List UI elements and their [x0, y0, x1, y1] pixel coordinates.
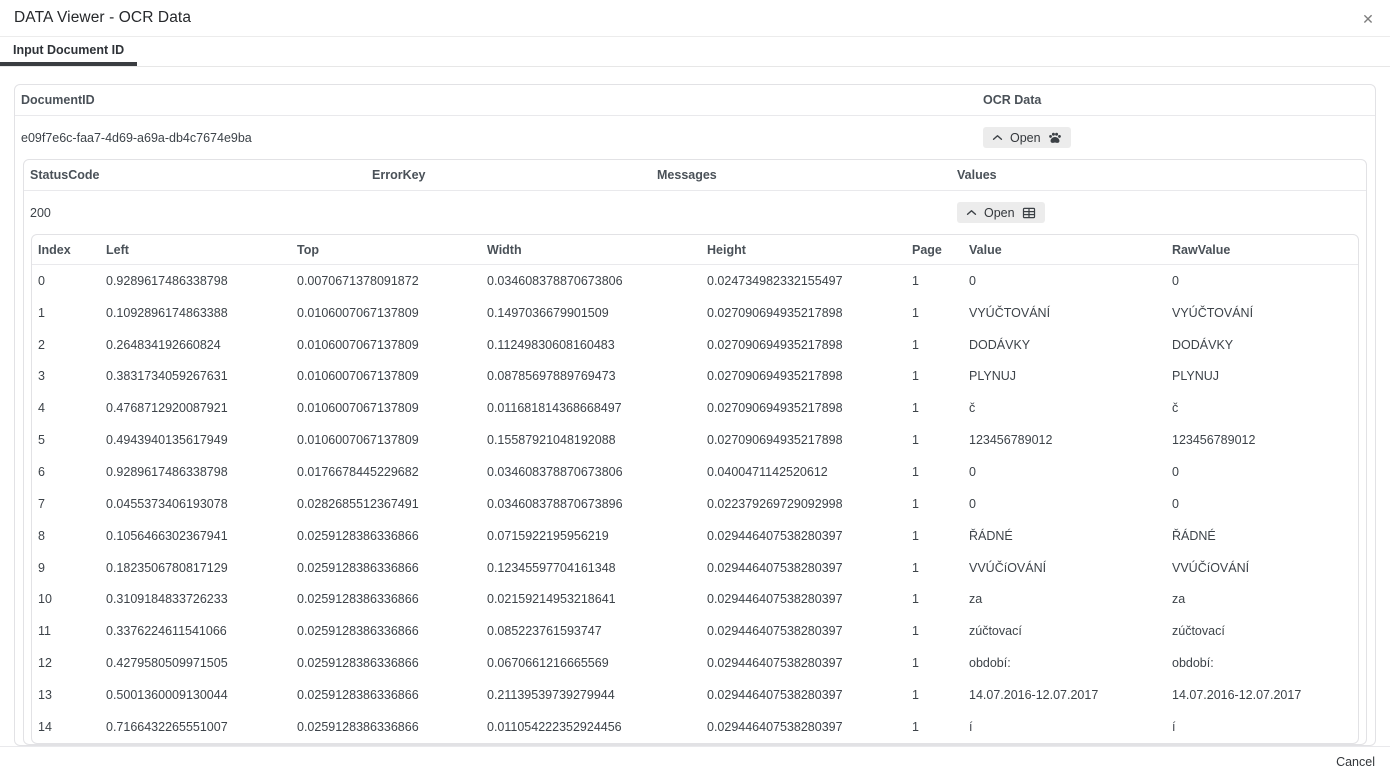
- cell-top: 0.0259128386336866: [297, 719, 419, 734]
- cell-width: 0.1497036679901509: [487, 305, 609, 320]
- dialog-body: [0, 67, 1390, 746]
- cell-height: 0.029446407538280397: [707, 656, 843, 671]
- cell-left: 0.0455373406193078: [106, 496, 228, 511]
- cell-top: 0.0070671378091872: [297, 273, 419, 288]
- close-button[interactable]: [1356, 7, 1380, 31]
- cell-left: 0.9289617486338798: [106, 273, 228, 288]
- cell-top: 0.0259128386336866: [297, 624, 419, 639]
- cell-page: 1: [912, 528, 919, 543]
- cell-page: 1: [912, 624, 919, 639]
- cell-top: 0.0106007067137809: [297, 337, 419, 352]
- cell-page: 1: [912, 337, 919, 352]
- close-icon: ✕: [1362, 11, 1374, 27]
- cell-index: 2: [38, 337, 45, 352]
- table-row: [32, 488, 1358, 520]
- cell-page: 1: [912, 369, 919, 384]
- cell-left: 0.264834192660824: [106, 337, 221, 352]
- cell-value: období:: [969, 656, 1011, 671]
- cell-rawvalue: VYÚČTOVÁNÍ: [1172, 305, 1254, 320]
- cell-width: 0.0715922195956219: [487, 528, 609, 543]
- cell-rawvalue: 0: [1172, 273, 1179, 288]
- ocr-data-open-button[interactable]: [983, 127, 1071, 148]
- tab-input-document-id[interactable]: [0, 37, 137, 66]
- cell-height: 0.029446407538280397: [707, 528, 843, 543]
- cell-value: VYÚČTOVÁNÍ: [969, 305, 1051, 320]
- cell-index: 4: [38, 401, 45, 416]
- table-row: [32, 647, 1358, 679]
- cell-value: za: [969, 592, 983, 607]
- cell-width: 0.11249830608160483: [487, 337, 615, 352]
- cell-index: 3: [38, 369, 45, 384]
- cell-rawvalue: 0: [1172, 464, 1179, 479]
- cell-height: 0.024734982332155497: [707, 273, 843, 288]
- document-panel-header: [15, 85, 1375, 116]
- chevron-up-icon: [966, 209, 977, 216]
- document-panel: [14, 84, 1376, 746]
- table-row: [32, 711, 1358, 743]
- status-panel-row: [24, 191, 1366, 234]
- cell-page: 1: [912, 687, 919, 702]
- table-row: [32, 329, 1358, 361]
- table-row: [32, 392, 1358, 424]
- cell-left: 0.1823506780817129: [106, 560, 228, 575]
- cell-top: 0.0106007067137809: [297, 369, 419, 384]
- cell-height: 0.029446407538280397: [707, 719, 843, 734]
- tab-label: Input Document ID: [13, 42, 125, 57]
- ocr-table-rows: [32, 265, 1358, 743]
- cell-width: 0.034608378870673896: [487, 496, 623, 511]
- cell-index: 9: [38, 560, 45, 575]
- cell-value: 123456789012: [969, 433, 1053, 448]
- dialog-titlebar: [0, 0, 1390, 37]
- cell-rawvalue: í: [1172, 719, 1176, 734]
- status-panel: [23, 159, 1367, 745]
- col-width: Width: [487, 242, 522, 257]
- cell-left: 0.4943940135617949: [106, 433, 228, 448]
- cell-height: 0.029446407538280397: [707, 560, 843, 575]
- table-row: [32, 679, 1358, 711]
- status-code-header: StatusCode: [30, 168, 100, 182]
- cell-height: 0.027090694935217898: [707, 401, 843, 416]
- cell-value: í: [969, 719, 973, 734]
- cell-value: 0: [969, 496, 976, 511]
- cell-value: VVÚČíOVÁNÍ: [969, 560, 1047, 575]
- cell-index: 0: [38, 273, 45, 288]
- table-row: [32, 265, 1358, 297]
- cell-top: 0.0176678445229682: [297, 464, 419, 479]
- cell-height: 0.027090694935217898: [707, 433, 843, 448]
- cell-top: 0.0259128386336866: [297, 528, 419, 543]
- cell-index: 12: [38, 656, 52, 671]
- ocr-table: [31, 234, 1359, 744]
- cell-height: 0.027090694935217898: [707, 305, 843, 320]
- cell-page: 1: [912, 433, 919, 448]
- cell-height: 0.029446407538280397: [707, 624, 843, 639]
- cell-page: 1: [912, 560, 919, 575]
- document-id-value: e09f7e6c-faa7-4d69-a69a-db4c7674e9ba: [21, 130, 252, 145]
- cell-value: DODÁVKY: [969, 337, 1031, 352]
- cell-width: 0.15587921048192088: [487, 433, 616, 448]
- cell-width: 0.011681814368668497: [487, 401, 622, 416]
- col-index: Index: [38, 242, 71, 257]
- cell-top: 0.0259128386336866: [297, 592, 419, 607]
- cell-index: 13: [38, 687, 52, 702]
- cell-index: 10: [38, 592, 52, 607]
- table-row: [32, 297, 1358, 329]
- cell-index: 1: [38, 305, 45, 320]
- dialog-title: DATA Viewer - OCR Data: [14, 9, 192, 26]
- cell-left: 0.9289617486338798: [106, 464, 228, 479]
- cell-rawvalue: 123456789012: [1172, 433, 1256, 448]
- col-page: Page: [912, 242, 942, 257]
- cell-width: 0.08785697889769473: [487, 369, 616, 384]
- ocr-data-header: OCR Data: [983, 93, 1042, 107]
- cell-value: č: [969, 401, 976, 416]
- table-row: [32, 456, 1358, 488]
- cell-page: 1: [912, 464, 919, 479]
- messages-header: Messages: [657, 168, 717, 182]
- cell-rawvalue: 14.07.2016-12.07.2017: [1172, 687, 1302, 702]
- cell-height: 0.022379269729092998: [707, 496, 843, 511]
- cell-value: 0: [969, 464, 976, 479]
- values-open-label: Open: [984, 205, 1015, 220]
- table-row: [32, 615, 1358, 647]
- cell-left: 0.3376224611541066: [106, 624, 227, 639]
- cell-rawvalue: 0: [1172, 496, 1179, 511]
- error-key-header: ErrorKey: [372, 168, 426, 182]
- cell-rawvalue: ŘÁDNÉ: [1172, 528, 1216, 543]
- col-left: Left: [106, 242, 129, 257]
- cell-top: 0.0106007067137809: [297, 433, 419, 448]
- values-open-button[interactable]: [957, 202, 1045, 223]
- values-header: Values: [957, 168, 997, 182]
- cell-page: 1: [912, 656, 919, 671]
- cell-width: 0.034608378870673806: [487, 273, 623, 288]
- cell-top: 0.0259128386336866: [297, 687, 419, 702]
- col-height: Height: [707, 242, 746, 257]
- cell-value: zúčtovací: [969, 624, 1022, 639]
- cell-left: 0.7166432265551007: [106, 719, 228, 734]
- cell-height: 0.0400471142520612: [707, 464, 828, 479]
- cell-width: 0.12345597704161348: [487, 560, 616, 575]
- cell-width: 0.085223761593747: [487, 624, 602, 639]
- cell-height: 0.029446407538280397: [707, 687, 843, 702]
- cell-rawvalue: PLYNUJ: [1172, 369, 1220, 384]
- cell-width: 0.21139539739279944: [487, 687, 615, 702]
- cell-page: 1: [912, 305, 919, 320]
- cell-index: 8: [38, 528, 45, 543]
- cell-height: 0.027090694935217898: [707, 369, 843, 384]
- col-rawvalue: RawValue: [1172, 242, 1231, 257]
- cell-left: 0.3831734059267631: [106, 369, 228, 384]
- cell-left: 0.5001360009130044: [106, 687, 228, 702]
- cell-page: 1: [912, 273, 919, 288]
- ocr-table-header: [32, 235, 1358, 265]
- cell-value: 14.07.2016-12.07.2017: [969, 687, 1099, 702]
- document-id-header: DocumentID: [21, 93, 95, 107]
- cell-left: 0.4279580509971505: [106, 656, 228, 671]
- cell-left: 0.1056466302367941: [106, 528, 228, 543]
- cell-index: 11: [38, 624, 51, 639]
- cell-width: 0.0670661216665569: [487, 656, 609, 671]
- cancel-button[interactable]: Cancel: [1336, 755, 1375, 770]
- cell-value: ŘÁDNÉ: [969, 528, 1013, 543]
- cell-rawvalue: zúčtovací: [1172, 624, 1225, 639]
- cell-page: 1: [912, 592, 919, 607]
- cell-index: 5: [38, 433, 45, 448]
- ocr-data-open-label: Open: [1010, 130, 1041, 145]
- cell-value: 0: [969, 273, 976, 288]
- status-code-value: 200: [30, 205, 51, 220]
- cell-index: 6: [38, 464, 45, 479]
- col-top: Top: [297, 242, 319, 257]
- cell-index: 7: [38, 496, 45, 511]
- cell-page: 1: [912, 496, 919, 511]
- cell-page: 1: [912, 401, 919, 416]
- table-row: [32, 520, 1358, 552]
- cell-rawvalue: za: [1172, 592, 1186, 607]
- cell-top: 0.0259128386336866: [297, 560, 419, 575]
- table-icon: [1022, 206, 1036, 220]
- table-row: [32, 361, 1358, 393]
- cell-height: 0.027090694935217898: [707, 337, 843, 352]
- cell-top: 0.0106007067137809: [297, 401, 419, 416]
- cell-rawvalue: VVÚČíOVÁNÍ: [1172, 560, 1250, 575]
- cell-left: 0.1092896174863388: [106, 305, 228, 320]
- table-row: [32, 552, 1358, 584]
- cell-width: 0.02159214953218641: [487, 592, 616, 607]
- paw-icon: [1048, 131, 1062, 145]
- cell-value: PLYNUJ: [969, 369, 1017, 384]
- cell-left: 0.3109184833726233: [106, 592, 228, 607]
- cell-page: 1: [912, 719, 919, 734]
- cell-left: 0.4768712920087921: [106, 401, 228, 416]
- table-row: [32, 424, 1358, 456]
- cell-width: 0.034608378870673806: [487, 464, 623, 479]
- cell-width: 0.011054222352924456: [487, 719, 622, 734]
- status-panel-header: [24, 160, 1366, 191]
- table-row: [32, 583, 1358, 615]
- cell-height: 0.029446407538280397: [707, 592, 843, 607]
- cell-rawvalue: období:: [1172, 656, 1214, 671]
- cell-rawvalue: DODÁVKY: [1172, 337, 1234, 352]
- dialog-footer: [0, 746, 1390, 778]
- chevron-up-icon: [992, 134, 1003, 141]
- cell-top: 0.0282685512367491: [297, 496, 419, 511]
- document-panel-row: [15, 116, 1375, 159]
- cell-top: 0.0106007067137809: [297, 305, 419, 320]
- cell-top: 0.0259128386336866: [297, 656, 419, 671]
- tabs-bar: [0, 37, 1390, 67]
- cell-rawvalue: č: [1172, 401, 1179, 416]
- cell-index: 14: [38, 719, 52, 734]
- col-value: Value: [969, 242, 1002, 257]
